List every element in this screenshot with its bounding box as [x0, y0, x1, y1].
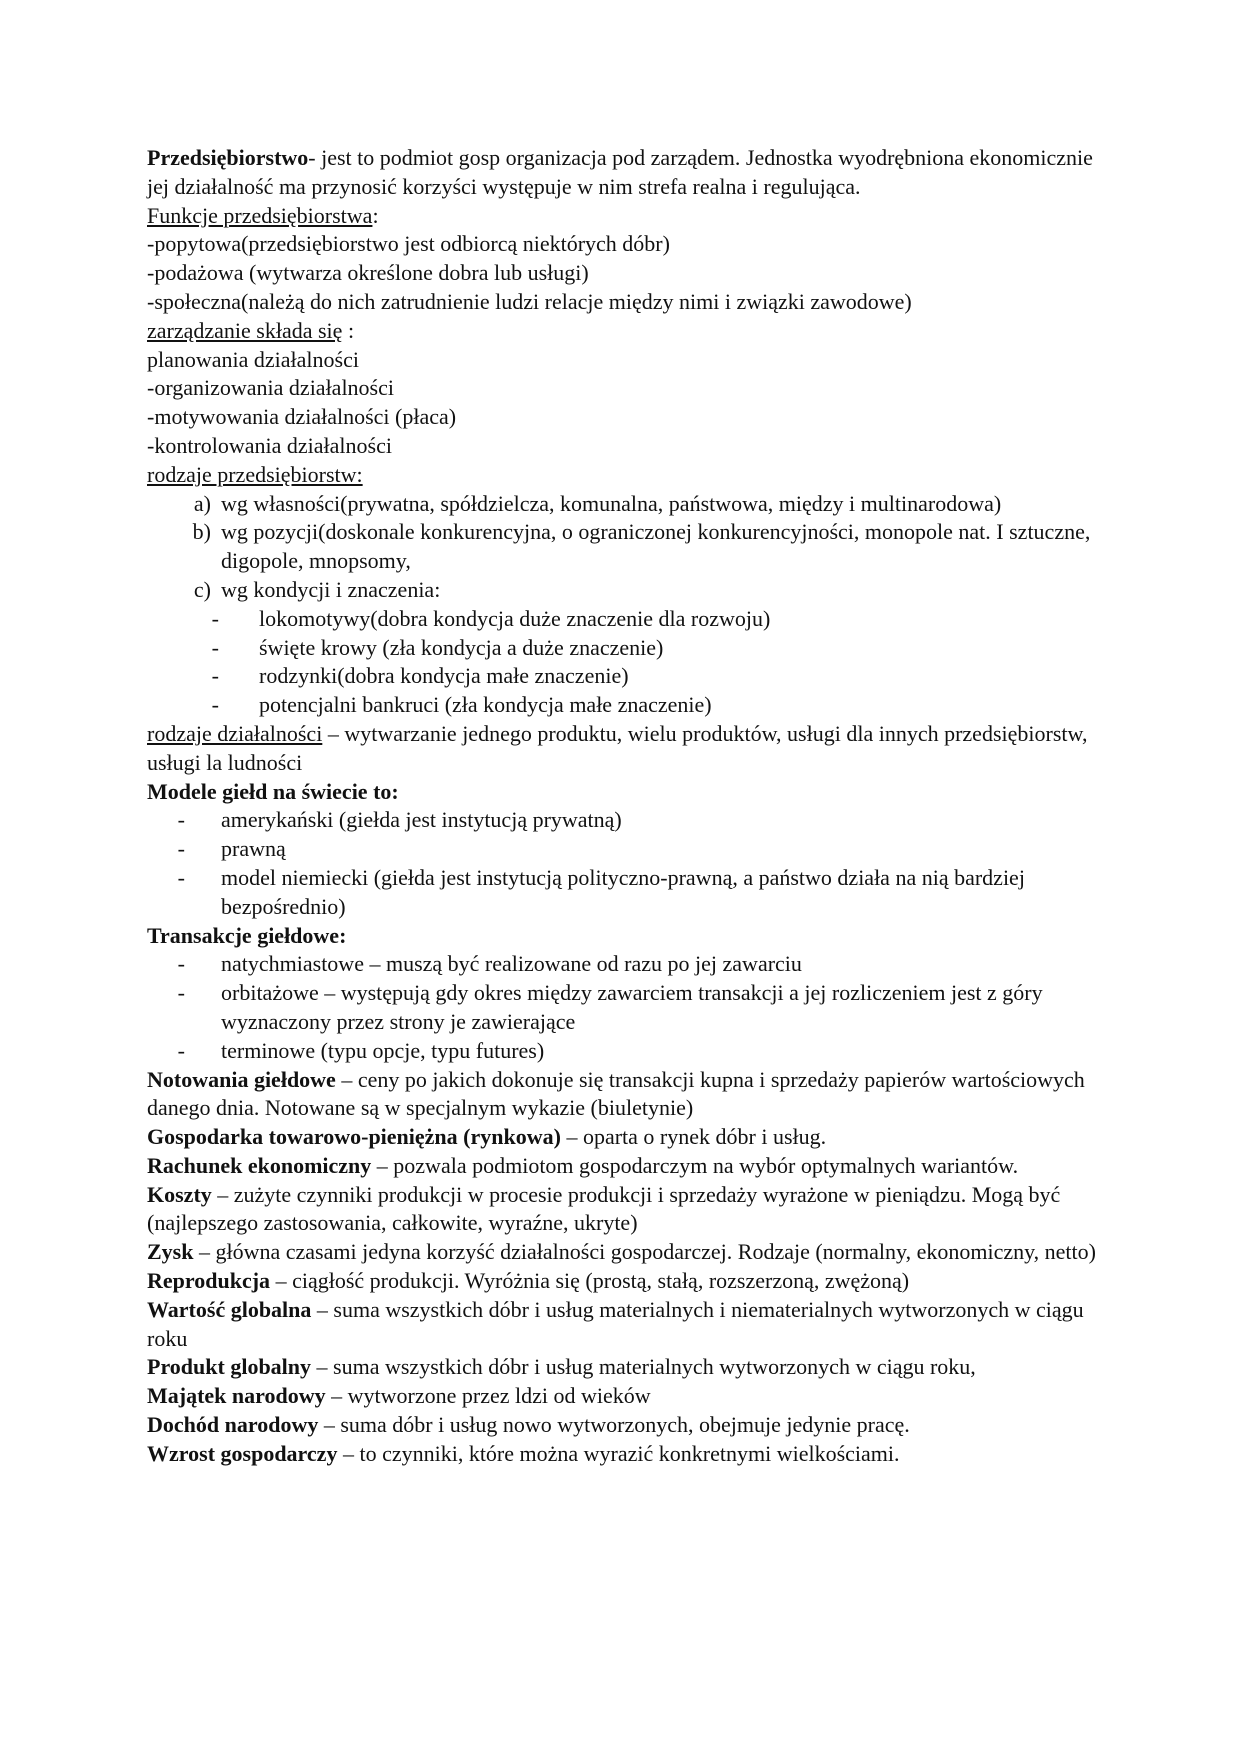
text-run: święte krowy (zła kondycja a duże znaczenie): [259, 634, 664, 660]
text-line: [147, 1382, 1107, 1411]
dash-list-item: [147, 634, 1107, 663]
list-item-text: [259, 662, 1107, 691]
lettered-list-item: [147, 576, 1107, 605]
list-marker: c): [193, 576, 211, 602]
dash-list-item: [147, 950, 1107, 979]
text-run: prawną: [221, 836, 286, 862]
text-run: amerykański (giełda jest instytucją prywatną): [221, 807, 622, 833]
text-line: [147, 432, 1107, 461]
list-marker: -: [177, 807, 185, 833]
text-run: -popytowa(przedsiębiorstwo jest odbiorcą niektórych dóbr): [147, 231, 670, 257]
list-marker: -: [211, 692, 219, 718]
dash-list-item: [147, 662, 1107, 691]
dash-list-item: [147, 806, 1107, 835]
text-line: [147, 230, 1107, 259]
text-run: rodzynki(dobra kondycja małe znaczenie): [259, 663, 629, 689]
bold-term: Dochód narodowy: [147, 1412, 319, 1438]
paragraph: [147, 1181, 1107, 1239]
text-run: planowania działalności: [147, 346, 359, 372]
text-run: – suma wszystkich dóbr i usług materialnych i niematerialnych wytworzonych w ciągu roku: [147, 1296, 1084, 1351]
bold-term: Majątek narodowy: [147, 1383, 326, 1409]
text-line: [147, 1123, 1107, 1152]
bold-term: Rachunek ekonomiczny: [147, 1152, 372, 1178]
text-run: :: [372, 202, 379, 228]
lettered-list-item: [147, 518, 1107, 576]
text-run: - jest to podmiot gosp organizacja pod zarządem. Jednostka wyodrębniona ekonomicznie jej działalność ma przynosić korzyści występuje w nim strefa realna i regulująca.: [147, 145, 1093, 199]
text-run: – zużyte czynniki produkcji w procesie produkcji i sprzedaży wyrażone w pieniądzu. Mogą być (najlepszego zastosowania, całkowite, wyraźne, ukryte): [147, 1181, 1061, 1236]
list-marker: -: [177, 864, 185, 890]
list-marker: a): [193, 490, 211, 516]
text-line: [147, 202, 1107, 231]
text-run: – pozwala podmiotom gospodarczym na wybór optymalnych wariantów.: [371, 1152, 1019, 1178]
underlined-heading: rodzaje przedsiębiorstw:: [147, 461, 363, 487]
bold-term: Gospodarka towarowo-pieniężna (rynkowa): [147, 1124, 561, 1150]
underlined-heading: rodzaje działalności: [147, 720, 323, 746]
bold-term: Reprodukcja: [147, 1268, 271, 1294]
dash-list-item: [147, 979, 1107, 1037]
text-line: [147, 259, 1107, 288]
list-item-text: [259, 634, 1107, 663]
list-item-text: [221, 518, 1107, 576]
bold-term: Przedsiębiorstwo: [147, 145, 309, 170]
text-line: [147, 374, 1107, 403]
text-line: [147, 288, 1107, 317]
text-run: -podażowa (wytwarza określone dobra lub usługi): [147, 260, 589, 286]
text-line: [147, 922, 1107, 951]
bold-term: Transakcje giełdowe:: [147, 922, 347, 948]
text-run: -organizowania działalności: [147, 375, 394, 401]
list-marker: -: [177, 980, 185, 1006]
text-line: [147, 346, 1107, 375]
text-line: [147, 1411, 1107, 1440]
text-run: – oparta o rynek dóbr i usług.: [560, 1124, 827, 1150]
text-run: orbitażowe – występują gdy okres między zawarciem transakcji a jej rozliczeniem jest z góry wyznaczony przez strony je zawierające: [221, 980, 1043, 1034]
list-marker: -: [211, 605, 219, 631]
list-item-text: [259, 605, 1107, 634]
text-line: [147, 403, 1107, 432]
text-run: – suma dóbr i usług nowo wytworzonych, obejmuje jedynie pracę.: [318, 1412, 910, 1438]
dash-list-item: [147, 835, 1107, 864]
text-line: [147, 1353, 1107, 1382]
underlined-heading: Funkcje przedsiębiorstwa: [147, 202, 373, 228]
text-run: natychmiastowe – muszą być realizowane od razu po jej zawarciu: [221, 951, 802, 977]
list-item-text: [221, 1037, 1107, 1066]
text-line: [147, 1440, 1107, 1469]
text-run: wg pozycji(doskonale konkurencyjna, o ograniczonej konkurencyjności, monopole nat. I sztuczne, digopole, mnopsomy,: [221, 519, 1091, 574]
document-page: [147, 144, 1107, 1469]
dash-list-item: [147, 864, 1107, 922]
bold-term: Wzrost gospodarczy: [147, 1440, 338, 1466]
list-item-text: [221, 835, 1107, 864]
dash-list-item: [147, 1037, 1107, 1066]
paragraph: [147, 144, 1107, 202]
text-run: -społeczna(należą do nich zatrudnienie ludzi relacje między nimi i związki zawodowe): [147, 288, 912, 314]
bold-term: Zysk: [147, 1239, 194, 1265]
lettered-list-item: [147, 490, 1107, 519]
bold-term: Koszty: [147, 1181, 212, 1207]
dash-list-item: [147, 691, 1107, 720]
text-run: – ciągłość produkcji. Wyróżnia się (prostą, stałą, rozszerzoną, zwężoną): [270, 1268, 910, 1294]
paragraph: [147, 1238, 1107, 1267]
text-run: potencjalni bankruci (zła kondycja małe znaczenie): [259, 692, 712, 718]
list-item-text: [221, 864, 1107, 922]
list-marker: -: [177, 836, 185, 862]
text-run: – wytworzone przez ldzi od wieków: [325, 1383, 651, 1409]
list-marker: -: [211, 634, 219, 660]
paragraph: [147, 1296, 1107, 1354]
bold-term: Notowania giełdowe: [147, 1066, 336, 1092]
list-marker: b): [192, 519, 211, 545]
text-run: – wytwarzanie jednego produktu, wielu produktów, usługi dla innych przedsiębiorstw, usługi la ludności: [147, 720, 1088, 775]
text-run: – to czynniki, które można wyrazić konkretnymi wielkościami.: [337, 1440, 900, 1466]
dash-list-item: [147, 605, 1107, 634]
list-marker: -: [177, 1037, 185, 1063]
text-run: model niemiecki (giełda jest instytucją polityczno-prawną, a państwo działa na nią bardziej bezpośrednio): [221, 864, 1025, 919]
text-run: – główna czasami jedyna korzyść działalności gospodarczej. Rodzaje (normalny, ekonomiczny, netto): [193, 1239, 1096, 1265]
list-marker: -: [177, 951, 185, 977]
list-item-text: [221, 576, 1107, 605]
list-item-text: [221, 950, 1107, 979]
text-run: – suma wszystkich dóbr i usług materialnych wytworzonych w ciągu roku,: [311, 1354, 976, 1380]
bold-term: Produkt globalny: [147, 1354, 312, 1380]
text-line: [147, 461, 1107, 490]
text-run: -motywowania działalności (płaca): [147, 404, 457, 430]
list-item-text: [221, 490, 1107, 519]
list-item-text: [221, 979, 1107, 1037]
text-line: [147, 778, 1107, 807]
bold-term: Wartość globalna: [147, 1296, 312, 1322]
text-run: terminowe (typu opcje, typu futures): [221, 1037, 545, 1063]
text-run: :: [342, 317, 355, 343]
text-run: wg własności(prywatna, spółdzielcza, komunalna, państwowa, między i multinarodowa): [221, 490, 1002, 516]
bold-term: Modele giełd na świecie to:: [147, 778, 399, 804]
text-run: wg kondycji i znaczenia:: [221, 576, 441, 602]
underlined-heading: zarządzanie składa się: [147, 317, 343, 343]
text-line: [147, 317, 1107, 346]
text-run: – ceny po jakich dokonuje się transakcji kupna i sprzedaży papierów wartościowych danego dnia. Notowane są w specjalnym wykazie (biuletynie): [147, 1066, 1085, 1121]
text-run: lokomotywy(dobra kondycja duże znaczenie dla rozwoju): [259, 605, 771, 631]
paragraph: [147, 1066, 1107, 1124]
text-line: [147, 1267, 1107, 1296]
paragraph: [147, 720, 1107, 778]
paragraph: [147, 1152, 1107, 1181]
list-item-text: [221, 806, 1107, 835]
list-marker: -: [211, 663, 219, 689]
text-run: -kontrolowania działalności: [147, 432, 392, 458]
list-item-text: [259, 691, 1107, 720]
